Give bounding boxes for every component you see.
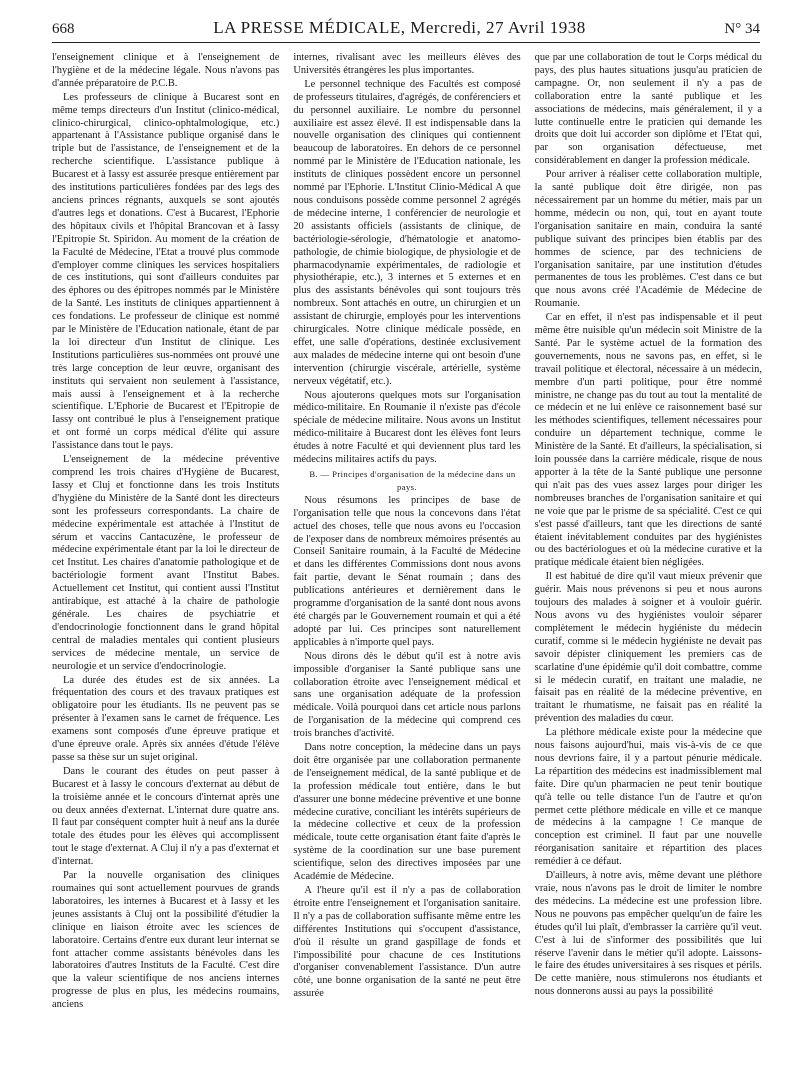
paragraph: Par la nouvelle organisation des cliniques roumaines qui sont actuellement pourvues de grands laboratoires, les internes à Bucarest et à Iassy et les jeunes assistants à Cluj ont la possibilité d'étudier la clinique en liaison étroite avec les sciences de laboratoire. Certains d'entre eux durant leur internat se font attacher comme assistants bénévoles dans les laboratoires d'autres Instituts de la Faculté. C'est dire que la valeur scientifique de nos anciens internes progresse de plus en plus, les médecins roumains, anciens <box>52 870 280 1011</box>
paragraph: La pléthore médicale existe pour la médecine que nous faisons aujourd'hui, mais vis-à-vis de ce que nous devrions faire, il y a partout pénurie médicale. La répartition des médecins est inadmissiblement mal faite. Dire qu'un pharmacien ne peut tenir boutique qu'à telle ou telle distance l'un de l'autre et qu'on permet cette pléthore médicale en ville et ce manque de médecins à la campagne ! Ce manque de conception est criminel. Il faut par une nouvelle réorganisation sanitaire et répartition des places remédier à ce défaut. <box>534 727 762 868</box>
column-3 <box>535 52 762 1064</box>
paragraph: A l'heure qu'il est il n'y a pas de collaboration étroite entre l'enseignement et l'organisation sanitaire. Il n'y a pas de collaboration suffisante même entre les différentes Institutions qui s'occupent d'assistance, d'où il résulte un grand gaspillage de fonds et l'impossibilité pour chacune de ces Institutions d'organiser convenablement l'assistance. D'un autre côté, une bonne organisation de la santé ne peut être assurée <box>293 885 521 1000</box>
paragraph: Il est habitué de dire qu'il vaut mieux prévenir que guérir. Mais nous prévenons si peu et nous aurons toujours des malades à soigner et à vouloir guérir. Nous avons vu des hygiénistes vouloir séparer complètement le médecin hygiéniste du médecin curatif, comme si le médecin hygiéniste ne devait pas savoir dépister cliniquement les premiers cas de scarlatine d'une épidémie qu'il doit combattre, comme si le médecin curatif, en traitant une maladie, ne faisait pas en réalité de la médecine préventive, en traitant le rhumatisme, ne faisait pas en réalité la prévention des maladies du cœur. <box>534 571 762 725</box>
paragraph: L'enseignement de la médecine préventive comprend les trois chaires d'Hygiène de Bucarest, Iassy et Cluj et fonctionne dans les trois Instituts d'hygiène du Ministère de la Santé dont les directeurs sont les professeurs correspondants. La chaire de médecine expérimentale est attachée à l'Institut de sérum et vaccins Cantacuzène, le professeur de médecine expérimentale étant par la loi le directeur de cet Institut. Les chaires d'anatomie pathologique et de bactériologie forment avant l'Institut Babes. Actuellement cet Institut, qui contient aussi l'Institut antirabique, est attaché à la chaire de pathologie générale. Les chaires de psychiatrie et d'endocrinologie fonctionnent dans le grand hôpital central de maladies mentales qui contient plusieurs services de médecine mentale, un service de neurologie et un service d'endocrinologie. <box>52 454 280 672</box>
paragraph: La durée des études est de six années. La fréquentation des cours et des travaux pratiques est obligatoire pour les étudiants. Ils ne peuvent pas se présenter à l'examen sans le carnet de fréquence. Les examens sont composés d'une épreuve pratique et d'une épreuve orale. Après six années d'étude l'élève passe sa thèse sur un sujet original. <box>52 674 280 763</box>
paragraph: internes, rivalisant avec les meilleurs élèves des Universités étrangères les plus importantes. <box>293 52 521 76</box>
paragraph: Dans le courant des études on peut passer à Bucarest et à Iassy le concours d'externat au début de la troisième année et le concours d'internat après une ou deux années d'externat. L'internat dure quatre ans. Il faut par conséquent compter huit à neuf ans la durée totale des études pour les élèves qui accomplissent tout le stage d'externat. A Cluj il n'y a pas d'externat et d'internat. <box>52 765 280 868</box>
paragraph: D'ailleurs, à notre avis, même devant une pléthore vraie, nous n'avons pas le droit de limiter le nombre des médecins. La médecine est une profession libre. Nous ne pouvons pas empêcher quelqu'un de faire les études qu'il lui plaît, d'embrasser la carrière qu'il veut. C'est à lui de s'informer des possibilités que lui réserve l'avenir dans le métier qu'il adopte. Laissons-le faire des études universitaires à ses risques et périls. De cette manière, nous stimulerons nos étudiants et nous donnerons aussi au pays la possibilité <box>534 870 762 998</box>
paragraph: Nous dirons dès le début qu'il est à notre avis impossible d'organiser la Santé publique sans une collaboration étroite avec l'enseignement médical et sans une organisation adéquate de la profession médicale. Voilà pourquoi dans cet article nous parlons de l'organisation de la médecine qui comprend ces trois branches d'activité. <box>293 650 521 740</box>
paragraph: l'enseignement clinique et à l'enseignement de l'hygiène et de la médecine légale. Nous n'avons pas d'année préparatoire de P.C.B. <box>52 52 280 89</box>
paragraph: Nous résumons les principes de base de l'organisation telle que nous la concevons dans l'état actuel des choses, telle que nous avons eu l'occasion de l'exposer dans de nombreux mémoires présentés au Conseil Sanitaire roumain, à la Faculté de Médecine et dans les différentes Commissions dont nous avons fait partie, devant le Sénat roumain ; dans des publications antérieures et dernièrement dans le programme d'organisation de la santé dont nous avons été chargés par le Gouvernement roumain et qui a été adopté par lui. Ces principes sont naturellement applicables à n'importe quel pays. <box>293 494 521 648</box>
column-2 <box>293 52 520 1064</box>
paragraph: Le personnel technique des Facultés est composé de professeurs titulaires, d'agrégés, de conférenciers et du personnel auxiliaire. Le nombre du personnel auxiliaire est assez élevé. Il est indispensable dans la nouvelle organisation des cliniques qui contiennent beaucoup de laboratoires. En dehors de ce personnel nommé par le Ministère de l'Education nationale, les instituts de cliniques possèdent encore un personnel nommé par l'Ephorie. L'Institut Clinio-Médical A que nous conduisons possède comme personnel 2 agrégés de médecine interne, 1 conférencier de neurologie et 20 assistants officiels (assistants de clinique, de bactériologie-sérologie, d'hématologie et anatomo-pathologie, de chimie biologique, de physiologie et de pharmacodynamie expérimentales, de radiologie et physiothérapie, etc.), 3 internes et 5 externes et en plus des assistants bénévoles qui sont toujours très nombreux. Sont attachés en outre, un chirurgien et un assistant de chirurgie, employés pour les interventions chirurgicales. Notre clinique médicale possède, en effet, une salle d'opérations, destinée exclusivement aux malades de médecine interne qui ont besoin d'une intervention (chirurgie viscérale, artérielle, système nerveux végétatif, etc.). <box>293 78 521 387</box>
page-number: 668 <box>52 21 75 37</box>
paragraph: Car en effet, il n'est pas indispensable et il peut même être nuisible qu'un médecin soit Ministre de la Santé. Par le système actuel de la formation des gouvernements, nous ne savons pas, en effet, si le travail politique et électoral, nécessaire à un médecin, membre d'un parti politique, pour être nommé ministre, ne change pas du tout au tout la mentalité de ce médecin et ne lui enlève ce raisonnement basé sur les méthodes scientifiques, tellement nécessaires pour conduire un département technique, comme le Ministère de la Santé. Et d'ailleurs, la spécialisation, si loin poussée dans la carrière médicale, risque de nous apporter à la tête de la Santé publique une personne qui n'ait pas des vues assez larges pour diriger les nombreuses branches de l'organisation sanitaire et qui ne voie que par le prisme de sa spécialité. C'est ce qui s'est passé d'ailleurs, tant que les directions de santé étaient inévitablement conduites par des hygiénistes ou des bactériologues et où la médecine curative et la pratique médicale étaient bien négligées. <box>534 312 762 569</box>
column-1 <box>52 52 279 1064</box>
journal-title: LA PRESSE MÉDICALE, Mercredi, 27 Avril 1938 <box>213 18 586 37</box>
page-header <box>52 18 760 43</box>
paragraph: Dans notre conception, la médecine dans un pays doit être organisée par une collaboration permanente de l'enseignement médical, de la santé publique et de la profession médicale tout entière, dans le but d'assurer une bonne médecine préventive et une bonne médecine curative, conciliant les intérêts supérieurs de la médecine collective et ceux de la profession médicale, toute cette organisation étant faite d'après le système de la coordination sur une base purement scientifique, selon des directives imposées par une Académie de Médecine. <box>293 742 521 883</box>
paragraph: Nous ajouterons quelques mots sur l'organisation médico-militaire. En Roumanie il n'existe pas d'école spéciale de médecine militaire. Nous avons un Institut médico-militaire à Bucarest dont les élèves font leurs études à notre Faculté et qui deviennent plus tard les médecins militaires actifs du pays. <box>293 389 521 466</box>
issue-number: N° 34 <box>724 21 760 37</box>
paragraph: que par une collaboration de tout le Corps médical du pays, des plus hautes situations jusqu'au praticien de campagne. Or, non seulement il n'y a pas de collaboration entre la santé publique et les associations de médecins, mais généralement, il y a lutte continuelle entre le praticien qui demande les droits que doit lui accorder son diplôme et l'Etat qui, par son organisation défectueuse, met considérablement en danger la profession médicale. <box>534 52 762 167</box>
article-body <box>52 52 762 1064</box>
paragraph: Pour arriver à réaliser cette collaboration multiple, la santé publique doit être dirigée, non pas nécessairement par un homme du métier, mais par un homme, médecin ou non, qui, tout en ayant toute l'organisation sanitaire en main, conduira la santé publique suivant des principes bien établis par des hommes de science, par des techniciens de l'organisation sanitaire, par une institution d'études permanentes de tous les problèmes. C'est dans ce but que nous avons créé l'Académie de Médecine de Roumanie. <box>534 169 762 310</box>
paragraph: Les professeurs de clinique à Bucarest sont en même temps directeurs d'un Institut (clinico-médical, clinico-chirurgical, clinico-ophtalmologique, etc.) appartenant à l'Assistance publique organisé dans le triple but de l'assistance, de l'enseignement et de la recherche scientifique. L'assistance publique à Bucarest et à Iassy est assurée presque entièrement par des institutions particulières fondées par des legs des anciens princes régnants, auxquels se sont ajoutés d'autres legs et donations. C'est à Bucarest, l'Ephorie des hôpitaux civils et l'hôpital Brancovan et à Iassy l'Epitropie St. Spiridon. Au moment de la création de la Faculté de Médecine, l'Etat a trouvé plus commode d'employer comme cliniques les services hospitaliers de ces institutions, qui sont d'ailleurs conduites par des éphores ou des épitropes nommés par le Ministère de la Santé. Les instituts de cliniques appartiennent à ces fondations. Le professeur de clinique est nommé par le Ministère de l'Education nationale, étant de par la loi directeur d'un Institut de clinique. Les Institutions particulières sus-nommées ont prouvé une très large conception de leur œuvre, organisant des instituts qui servaient non seulement à l'assistance, mais aussi à l'enseignement et à la recherche scientifique. L'Ephorie de Bucarest et l'Epitropie de Iassy ont contribué le plus à l'enseignement pratique et ont formé un corps médical d'élite qui assure l'assistance dans tout le pays. <box>52 91 280 452</box>
section-heading: B. — Principes d'organisation de la médecine dans un pays. <box>309 469 516 492</box>
